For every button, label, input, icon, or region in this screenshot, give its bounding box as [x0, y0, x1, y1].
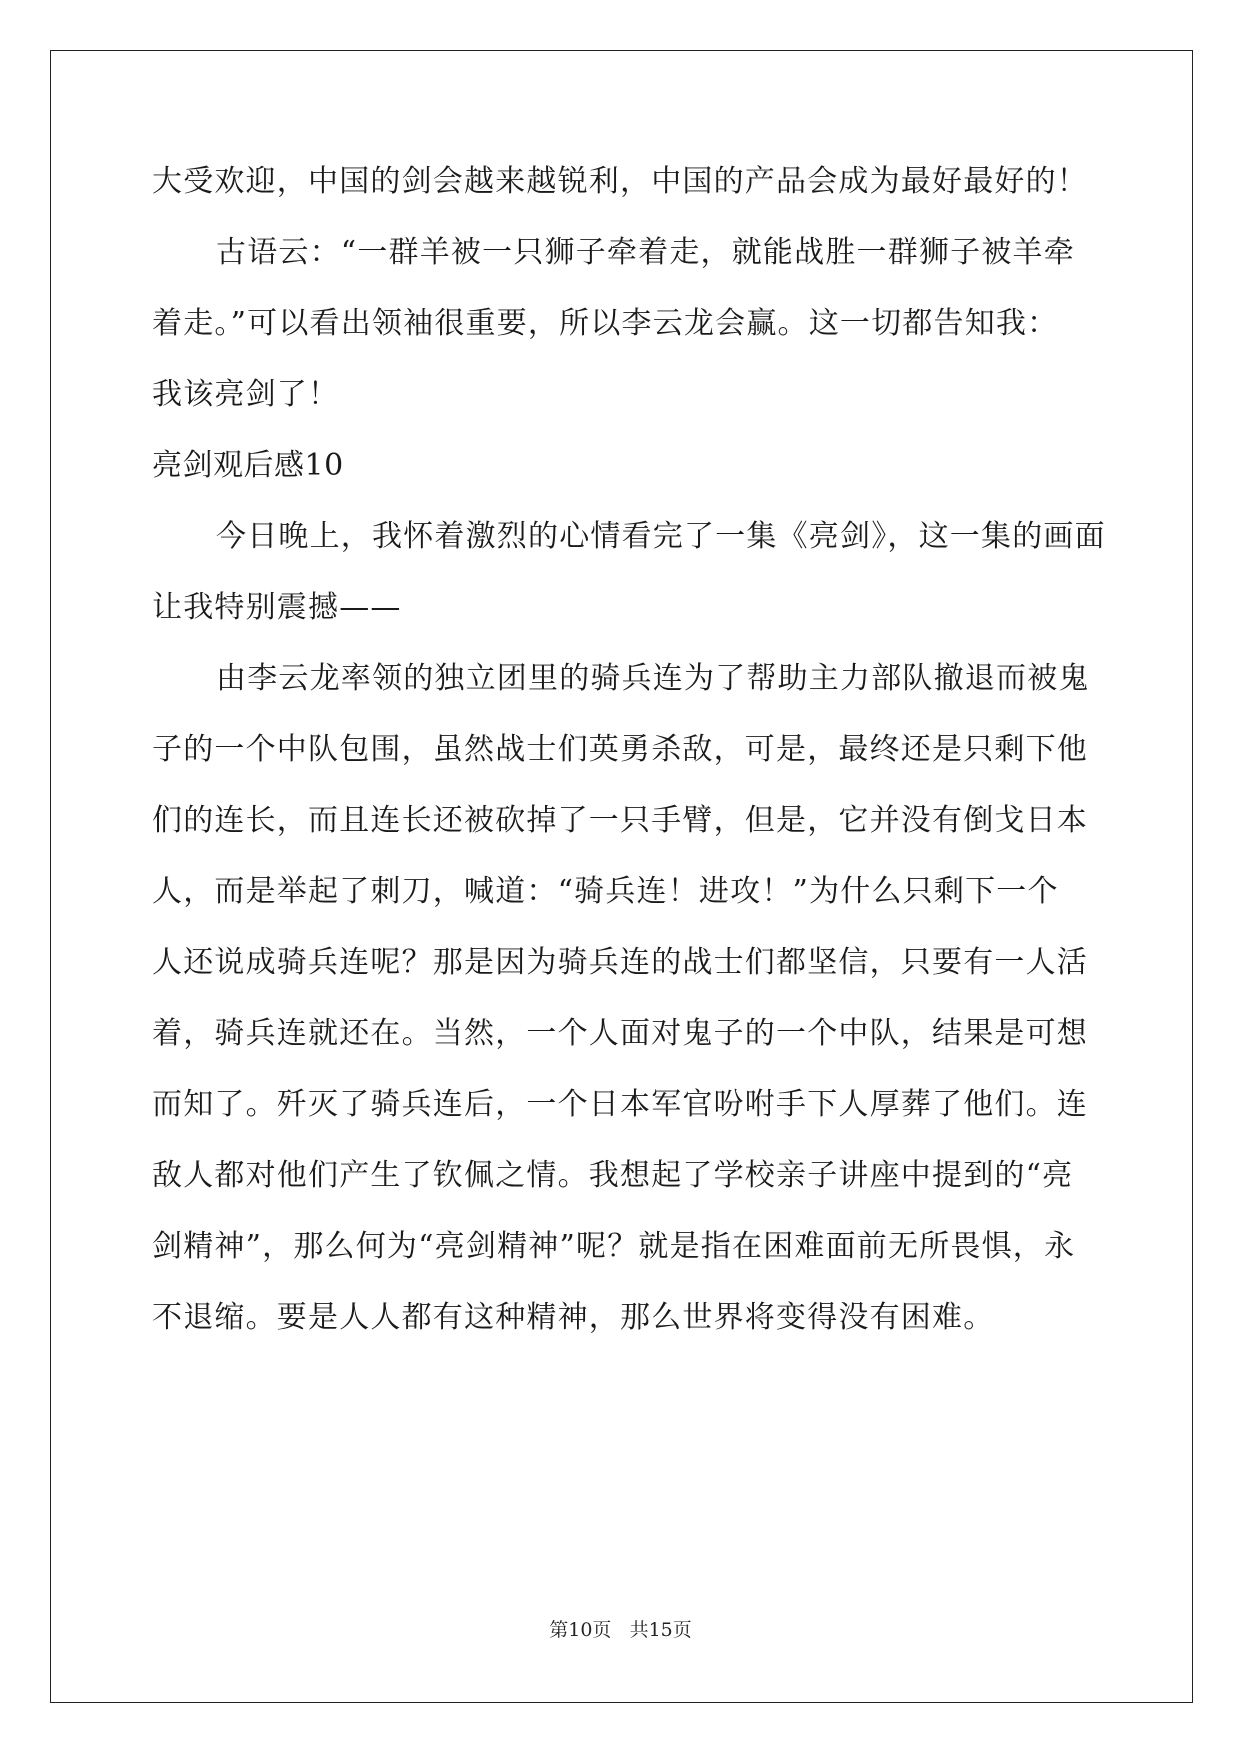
section-title: 亮剑观后感10	[152, 448, 344, 483]
text-line: 剑精神”，那么何为“亮剑精神”呢？就是指在困难面前无所畏惧，永	[152, 1229, 1076, 1264]
text-line: 而知了。歼灭了骑兵连后，一个日本军官吩咐手下人厚葬了他们。连	[152, 1087, 1088, 1122]
text-line: 古语云：“一群羊被一只狮子牵着走，就能战胜一群狮子被羊牵	[216, 235, 1075, 270]
text-line: 大受欢迎，中国的剑会越来越锐利，中国的产品会成为最好最好的！	[152, 164, 1088, 199]
text-line: 们的连长，而且连长还被砍掉了一只手臂，但是，它并没有倒戈日本	[152, 803, 1088, 838]
page-number: 第10页	[549, 1619, 612, 1641]
text-line: 让我特别震撼——	[152, 590, 402, 625]
text-line: 着，骑兵连就还在。当然，一个人面对鬼子的一个中队，结果是可想	[152, 1016, 1088, 1051]
text-line: 敌人都对他们产生了钦佩之情。我想起了学校亲子讲座中提到的“亮	[152, 1158, 1074, 1193]
page-footer	[0, 1618, 1241, 1642]
document-body	[152, 163, 1106, 1370]
text-line: 由李云龙率领的独立团里的骑兵连为了帮助主力部队撤退而被鬼	[216, 661, 1090, 696]
page-total: 共15页	[629, 1619, 692, 1641]
text-line: 子的一个中队包围，虽然战士们英勇杀敌，可是，最终还是只剩下他	[152, 732, 1088, 767]
text-line: 我该亮剑了！	[152, 377, 340, 412]
text-line: 人，而是举起了刺刀，喊道：“骑兵连！进攻！”为什么只剩下一个	[152, 874, 1059, 909]
text-line: 不退缩。要是人人都有这种精神，那么世界将变得没有困难。	[152, 1300, 995, 1335]
text-line: 今日晚上，我怀着激烈的心情看完了一集《亮剑》，这一集的画面	[216, 519, 1106, 554]
text-line: 人还说成骑兵连呢？那是因为骑兵连的战士们都坚信，只要有一人活	[152, 945, 1088, 980]
text-line: 着走。”可以看出领袖很重要，所以李云龙会赢。这一切都告知我：	[152, 306, 1059, 341]
